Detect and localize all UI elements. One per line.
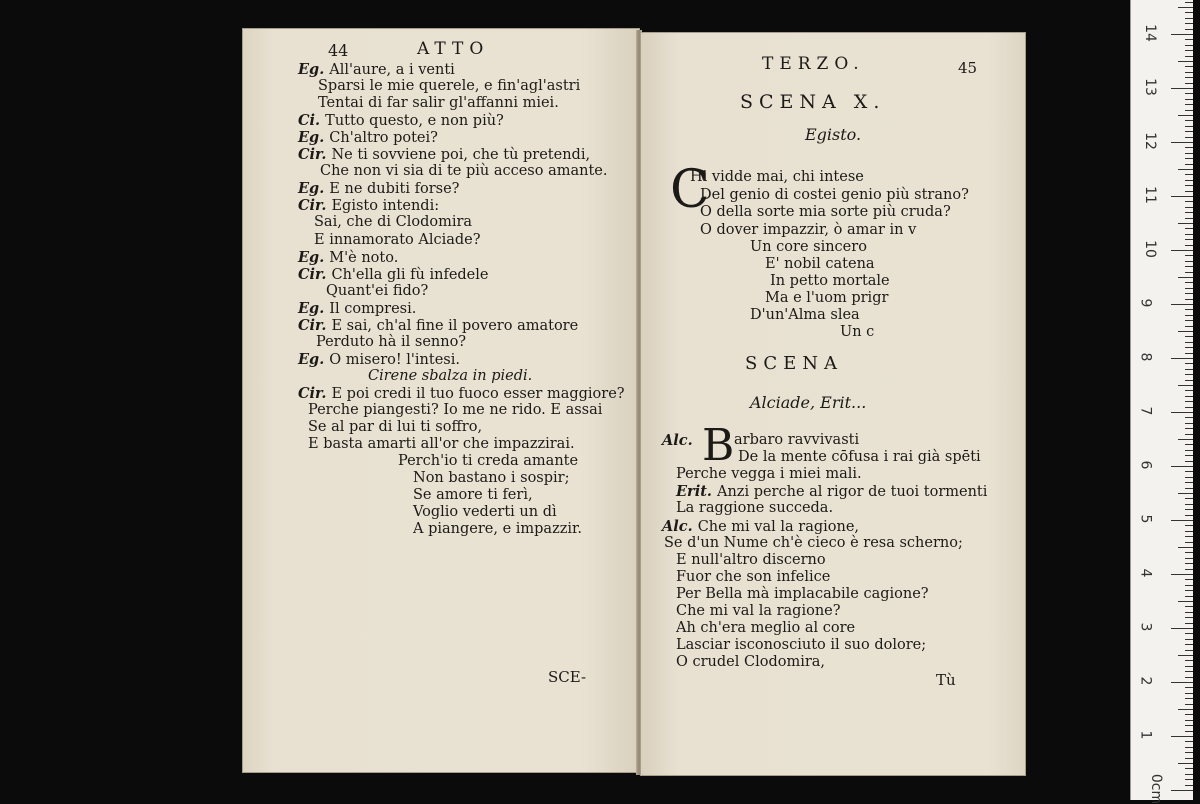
ruler-tick: [1171, 628, 1193, 629]
ruler-tick: [1185, 158, 1193, 159]
scene2-verse-line: [676, 654, 825, 671]
ruler-tick: [1171, 196, 1193, 197]
ruler-tick: [1171, 736, 1193, 737]
verse-text: Cirene sbalza in piedi.: [368, 367, 533, 384]
left-line: [326, 283, 428, 300]
ruler-tick: [1185, 326, 1193, 327]
verse-text: Non bastano i sospir;: [413, 470, 570, 487]
ruler-tick: [1185, 450, 1193, 451]
ruler-tick: [1178, 115, 1193, 116]
scene-verse-line: O dover impazzir, ò amar in v: [700, 222, 917, 238]
ruler-label: 6: [1137, 460, 1154, 470]
ruler-tick: [1171, 88, 1193, 89]
ruler-tick: [1185, 687, 1193, 688]
ruler-tick: [1185, 153, 1193, 154]
verse-text: Se d'un Nume ch'è cieco è resa scherno;: [664, 534, 963, 551]
ruler-tick: [1185, 704, 1193, 705]
left-page-number: 44: [328, 41, 349, 60]
verse-text: Che mi val la ragione,: [697, 518, 860, 535]
left-line: [298, 112, 504, 130]
verse-text: Sparsi le mie querele, e fin'agl'astri: [318, 78, 581, 95]
left-line: [318, 78, 580, 95]
scene-title: SCENA X.: [740, 91, 886, 113]
ruler-tick: [1185, 131, 1193, 132]
right-catchword: Tù: [936, 671, 956, 689]
ruler-tick: [1185, 741, 1193, 742]
verse-text: Ch'altro potei?: [329, 130, 438, 147]
ruler-tick: [1185, 164, 1193, 165]
right-page-number: 45: [958, 59, 978, 77]
ruler-tick: [1185, 201, 1193, 202]
ruler-tick: [1185, 482, 1193, 483]
left-running-head: ATTO: [417, 39, 490, 59]
ruler-tick: [1185, 342, 1193, 343]
ruler-label: 8: [1137, 352, 1154, 362]
ruler-tick: [1185, 336, 1193, 337]
scene2-verse-line: [676, 552, 826, 569]
ruler-tick: [1185, 434, 1193, 435]
ruler-tick: [1178, 385, 1193, 386]
left-line: [368, 368, 532, 385]
ruler-tick: [1178, 277, 1193, 278]
left-line: [413, 521, 582, 538]
ruler-tick: [1185, 477, 1193, 478]
ruler-tick: [1185, 720, 1193, 721]
ruler-tick: [1185, 488, 1193, 489]
ruler-tick: [1185, 585, 1193, 586]
ruler-tick: [1185, 255, 1193, 256]
scene2-verse-line: [738, 449, 981, 466]
ruler-tick: [1178, 709, 1193, 710]
ruler-tick: [1185, 396, 1193, 397]
left-line: [413, 470, 569, 487]
ruler-tick: [1185, 261, 1193, 262]
scene2-characters: Alciade, Erit...: [750, 393, 867, 412]
speaker-label: Eg.: [298, 129, 330, 147]
scene2-verse-line: [676, 569, 830, 586]
verse-text: Per Bella mà implacabile cagione?: [676, 585, 929, 602]
ruler-label: 10: [1141, 240, 1158, 258]
left-line: [308, 402, 602, 419]
ruler-tick: [1171, 682, 1193, 683]
ruler-tick: [1185, 558, 1193, 559]
ruler-tick: [1178, 493, 1193, 494]
scene2-verse-line: [676, 603, 841, 620]
ruler-tick: [1185, 417, 1193, 418]
ruler-label: 9: [1137, 298, 1154, 308]
ruler-tick: [1185, 293, 1193, 294]
scene2-verse-line: [676, 620, 855, 637]
left-line: [298, 249, 398, 267]
ruler-tick: [1185, 471, 1193, 472]
scene-verse-line: Ma e l'uom prigr: [765, 290, 889, 306]
ruler-tick: [1185, 110, 1193, 111]
ruler-tick: [1171, 304, 1193, 305]
ruler-tick: [1185, 563, 1193, 564]
verse-text: E ne dubiti forse?: [329, 181, 460, 198]
left-line: [413, 504, 557, 521]
ruler-tick: [1185, 444, 1193, 445]
ruler-tick: [1178, 331, 1193, 332]
ruler-tick: [1171, 34, 1193, 35]
ruler-label: 13: [1141, 78, 1158, 96]
ruler-tick: [1185, 623, 1193, 624]
ruler-tick: [1185, 542, 1193, 543]
ruler-tick: [1185, 768, 1193, 769]
verse-text: Ne ti sovviene poi, che tù pretendi,: [331, 147, 591, 164]
left-line: [298, 180, 459, 198]
ruler-tick: [1185, 185, 1193, 186]
ruler-tick: [1185, 633, 1193, 634]
scene-verse-line: Del genio di costei genio più strano?: [700, 187, 969, 203]
ruler-tick: [1185, 693, 1193, 694]
ruler-tick: [1185, 18, 1193, 19]
ruler-tick: [1185, 174, 1193, 175]
ruler-tick: [1178, 763, 1193, 764]
verse-text: Sai, che di Clodomira: [314, 214, 473, 231]
verse-text: Se al par di lui ti soffro,: [308, 419, 483, 436]
ruler-tick: [1185, 428, 1193, 429]
left-line: [298, 146, 590, 164]
ruler-tick: [1178, 61, 1193, 62]
ruler-tick: [1185, 212, 1193, 213]
verse-text: All'aure, a i venti: [329, 62, 455, 78]
ruler-tick: [1171, 412, 1193, 413]
verse-text: M'è noto.: [329, 249, 399, 266]
verse-text: Egisto intendi:: [331, 198, 440, 215]
verse-text: arbaro ravvivasti: [734, 432, 860, 448]
verse-text: Perch'io ti creda amante: [398, 453, 579, 470]
ruler-label: 4: [1137, 568, 1154, 578]
verse-text: Ah ch'era meglio al core: [676, 620, 856, 637]
ruler-tick: [1185, 126, 1193, 127]
ruler-tick: [1171, 142, 1193, 143]
ruler-tick: [1171, 250, 1193, 251]
ruler-tick: [1185, 509, 1193, 510]
ruler-tick: [1185, 666, 1193, 667]
verse-text: O crudel Clodomira,: [676, 654, 826, 671]
verse-text: Lasciar isconosciuto il suo dolore;: [676, 637, 927, 654]
right-page: [640, 32, 1026, 776]
ruler-tick: [1171, 358, 1193, 359]
ruler-label: 7: [1137, 406, 1154, 416]
speaker-label: Cir.: [298, 384, 332, 402]
ruler-tick: [1178, 655, 1193, 656]
left-line: [308, 419, 482, 436]
ruler-tick: [1185, 698, 1193, 699]
scene2-verse-line: [676, 586, 929, 603]
ruler-tick: [1185, 282, 1193, 283]
verse-text: Tentai di far salir gl'affanni miei.: [318, 95, 559, 112]
scene-verse-line: O della sorte mia sorte più cruda?: [700, 204, 951, 220]
speaker-label: Cir.: [298, 265, 332, 283]
ruler-tick: [1171, 520, 1193, 521]
scene2-verse-line: [676, 483, 987, 501]
left-line: [320, 163, 607, 180]
ruler-tick: [1185, 207, 1193, 208]
ruler-label: 14: [1141, 24, 1158, 42]
ruler-tick: [1185, 315, 1193, 316]
left-line: [298, 317, 578, 335]
ruler-tick: [1185, 504, 1193, 505]
ruler-tick: [1185, 569, 1193, 570]
scene2-verse-line: [662, 432, 860, 449]
scene-verse-line: Un c: [840, 324, 875, 340]
ruler-tick: [1185, 407, 1193, 408]
left-line: [298, 266, 488, 284]
scene-character: Egisto.: [805, 125, 862, 144]
scene2-title: SCENA: [745, 353, 843, 374]
ruler-label: 12: [1141, 132, 1158, 150]
ruler-tick: [1185, 72, 1193, 73]
ruler-tick: [1185, 347, 1193, 348]
verse-text: E sai, ch'al fine il povero amatore: [331, 317, 579, 334]
ruler-tick: [1185, 579, 1193, 580]
ruler-tick: [1185, 29, 1193, 30]
left-line: [298, 129, 438, 147]
speaker-label: Eg.: [298, 248, 330, 266]
ruler-label: 1: [1137, 730, 1154, 740]
ruler-tick: [1185, 369, 1193, 370]
ruler-tick: [1185, 660, 1193, 661]
left-line: [308, 436, 575, 453]
left-line: [298, 385, 625, 403]
verse-text: La raggione succeda.: [676, 500, 834, 517]
drop-cap-b: B: [702, 420, 735, 471]
ruler-tick: [1185, 272, 1193, 273]
speaker-label: Cir.: [298, 316, 332, 334]
verse-text: E innamorato Alciade?: [314, 231, 481, 248]
verse-text: O misero! l'intesi.: [329, 351, 460, 368]
speaker-label: Erit.: [676, 483, 717, 501]
left-line: [314, 232, 481, 249]
ruler-tick: [1185, 104, 1193, 105]
ruler-tick: [1185, 93, 1193, 94]
ruler-tick: [1185, 774, 1193, 775]
verse-text: Quant'ei fido?: [326, 282, 429, 299]
verse-text: Anzi perche al rigor de tuoi tormenti: [717, 484, 988, 501]
ruler-tick: [1171, 466, 1193, 467]
ruler-tick: [1185, 245, 1193, 246]
ruler-tick: [1185, 239, 1193, 240]
ruler-tick: [1185, 552, 1193, 553]
ruler-tick: [1185, 536, 1193, 537]
ruler-tick: [1185, 606, 1193, 607]
ruler-tick: [1185, 353, 1193, 354]
ruler-tick: [1185, 12, 1193, 13]
verse-text: De la mente cōfusa i rai già spēti: [738, 449, 981, 466]
ruler-tick: [1185, 644, 1193, 645]
ruler-tick: [1185, 147, 1193, 148]
right-running-head: TERZO.: [762, 54, 865, 74]
ruler-tick: [1185, 779, 1193, 780]
ruler-tick: [1185, 120, 1193, 121]
left-line: [298, 197, 439, 215]
ruler-tick: [1185, 714, 1193, 715]
verse-text: E null'altro discerno: [676, 551, 826, 568]
ruler-tick: [1185, 423, 1193, 424]
scene-verse-line: E' nobil catena: [765, 256, 875, 272]
verse-text: Se amore ti ferì,: [413, 487, 533, 504]
ruler-tick: [1185, 77, 1193, 78]
speaker-label: Cir.: [298, 146, 332, 164]
ruler-label: 3: [1137, 622, 1154, 632]
scene2-verse-line: [664, 535, 963, 552]
ruler-tick: [1171, 574, 1193, 575]
scene-verse-line: Hi vidde mai, chi intese: [690, 169, 864, 185]
ruler-tick: [1178, 601, 1193, 602]
left-line: [413, 487, 533, 504]
ruler-tick: [1185, 320, 1193, 321]
ruler-tick: [1185, 461, 1193, 462]
ruler-tick: [1178, 223, 1193, 224]
speaker-label: Ci.: [298, 112, 326, 130]
ruler-label: 11: [1141, 186, 1158, 204]
ruler-tick: [1185, 617, 1193, 618]
ruler-tick: [1185, 288, 1193, 289]
left-line: [298, 61, 455, 79]
ruler-tick: [1178, 7, 1193, 8]
ruler-tick: [1185, 380, 1193, 381]
ruler-tick: [1185, 218, 1193, 219]
ruler-tick: [1185, 671, 1193, 672]
ruler-tick: [1185, 374, 1193, 375]
speaker-label: Eg.: [298, 299, 330, 317]
ruler-tick: [1185, 2, 1193, 3]
verse-text: E basta amarti all'or che impazzirai.: [308, 436, 575, 453]
verse-text: Il compresi.: [329, 300, 417, 317]
left-page: [242, 28, 640, 773]
left-line: [298, 351, 460, 369]
ruler-tick: [1185, 137, 1193, 138]
ruler-tick: [1185, 390, 1193, 391]
left-line: [316, 334, 466, 351]
ruler-tick: [1185, 99, 1193, 100]
ruler-tick: [1185, 363, 1193, 364]
verse-text: Che non vi sia di te più acceso amante.: [320, 163, 608, 180]
scene2-verse-line: [676, 637, 926, 654]
left-line: [314, 214, 472, 231]
scene-verse-line: In petto mortale: [770, 273, 890, 289]
left-line: [398, 453, 578, 470]
ruler-tick: [1185, 50, 1193, 51]
ruler-tick: [1178, 547, 1193, 548]
scene2-verse-line: [676, 466, 862, 483]
ruler-tick: [1185, 66, 1193, 67]
ruler-tick: [1185, 299, 1193, 300]
left-line: [298, 300, 416, 318]
left-line: [318, 95, 559, 112]
scene2-verse-line: [662, 518, 859, 536]
ruler-tick: [1185, 56, 1193, 57]
speaker-label: Eg.: [298, 180, 330, 198]
ruler-tick: [1185, 39, 1193, 40]
speaker-label: Eg.: [298, 61, 330, 78]
ruler-tick: [1185, 309, 1193, 310]
ruler-tick: [1185, 531, 1193, 532]
scene-verse-line: D'un'Alma slea: [750, 307, 860, 323]
verse-text: Voglio vederti un dì: [413, 504, 557, 521]
ruler-tick: [1185, 747, 1193, 748]
ruler-tick: [1185, 612, 1193, 613]
ruler-tick: [1185, 228, 1193, 229]
verse-text: Ch'ella gli fù infedele: [331, 266, 489, 283]
ruler-tick: [1185, 23, 1193, 24]
ruler-tick: [1185, 785, 1193, 786]
scene-verse-line: Un core sincero: [750, 239, 867, 255]
verse-text: Fuor che son infelice: [676, 568, 831, 585]
verse-text: A piangere, e impazzir.: [413, 521, 582, 538]
scene2-verse-line: [676, 500, 833, 517]
ruler-tick: [1185, 650, 1193, 651]
verse-text: Perche piangesti? Io me ne rido. E assai: [308, 402, 603, 418]
verse-text: Perduto hà il senno?: [316, 333, 467, 350]
ruler-tick: [1185, 725, 1193, 726]
ruler-label: 2: [1137, 676, 1154, 686]
ruler-tick: [1185, 596, 1193, 597]
ruler-tick: [1185, 455, 1193, 456]
ruler-tick: [1185, 191, 1193, 192]
ruler-tick: [1185, 758, 1193, 759]
ruler-tick: [1171, 790, 1193, 791]
ruler-tick: [1185, 83, 1193, 84]
ruler-tick: [1185, 639, 1193, 640]
ruler-tick: [1185, 515, 1193, 516]
verse-text: Perche vegga i miei mali.: [676, 466, 862, 483]
ruler-tick: [1185, 180, 1193, 181]
verse-text: Che mi val la ragione?: [676, 603, 841, 619]
speaker-label: Eg.: [298, 350, 330, 368]
verse-text: E poi credi il tuo fuoco esser maggiore?: [331, 385, 625, 402]
ruler-label: 0cm: [1148, 773, 1165, 804]
ruler-tick: [1185, 731, 1193, 732]
ruler-tick: [1185, 266, 1193, 267]
speaker-label: Alc.: [662, 432, 693, 449]
ruler-label: 5: [1137, 514, 1154, 524]
ruler-tick: [1178, 169, 1193, 170]
speaker-label: Cir.: [298, 197, 332, 215]
ruler-tick: [1185, 590, 1193, 591]
ruler-tick: [1185, 45, 1193, 46]
ruler-tick: [1185, 677, 1193, 678]
speaker-label: Alc.: [662, 517, 698, 535]
ruler-tick: [1185, 401, 1193, 402]
ruler-tick: [1185, 234, 1193, 235]
measurement-ruler: [1130, 0, 1193, 804]
ruler-tick: [1185, 752, 1193, 753]
left-catchword: SCE-: [548, 668, 587, 686]
drop-cap-c: C: [670, 160, 710, 220]
ruler-tick: [1178, 439, 1193, 440]
ruler-tick: [1185, 498, 1193, 499]
verse-text: Tutto questo, e non più?: [325, 113, 504, 130]
ruler-tick: [1185, 525, 1193, 526]
